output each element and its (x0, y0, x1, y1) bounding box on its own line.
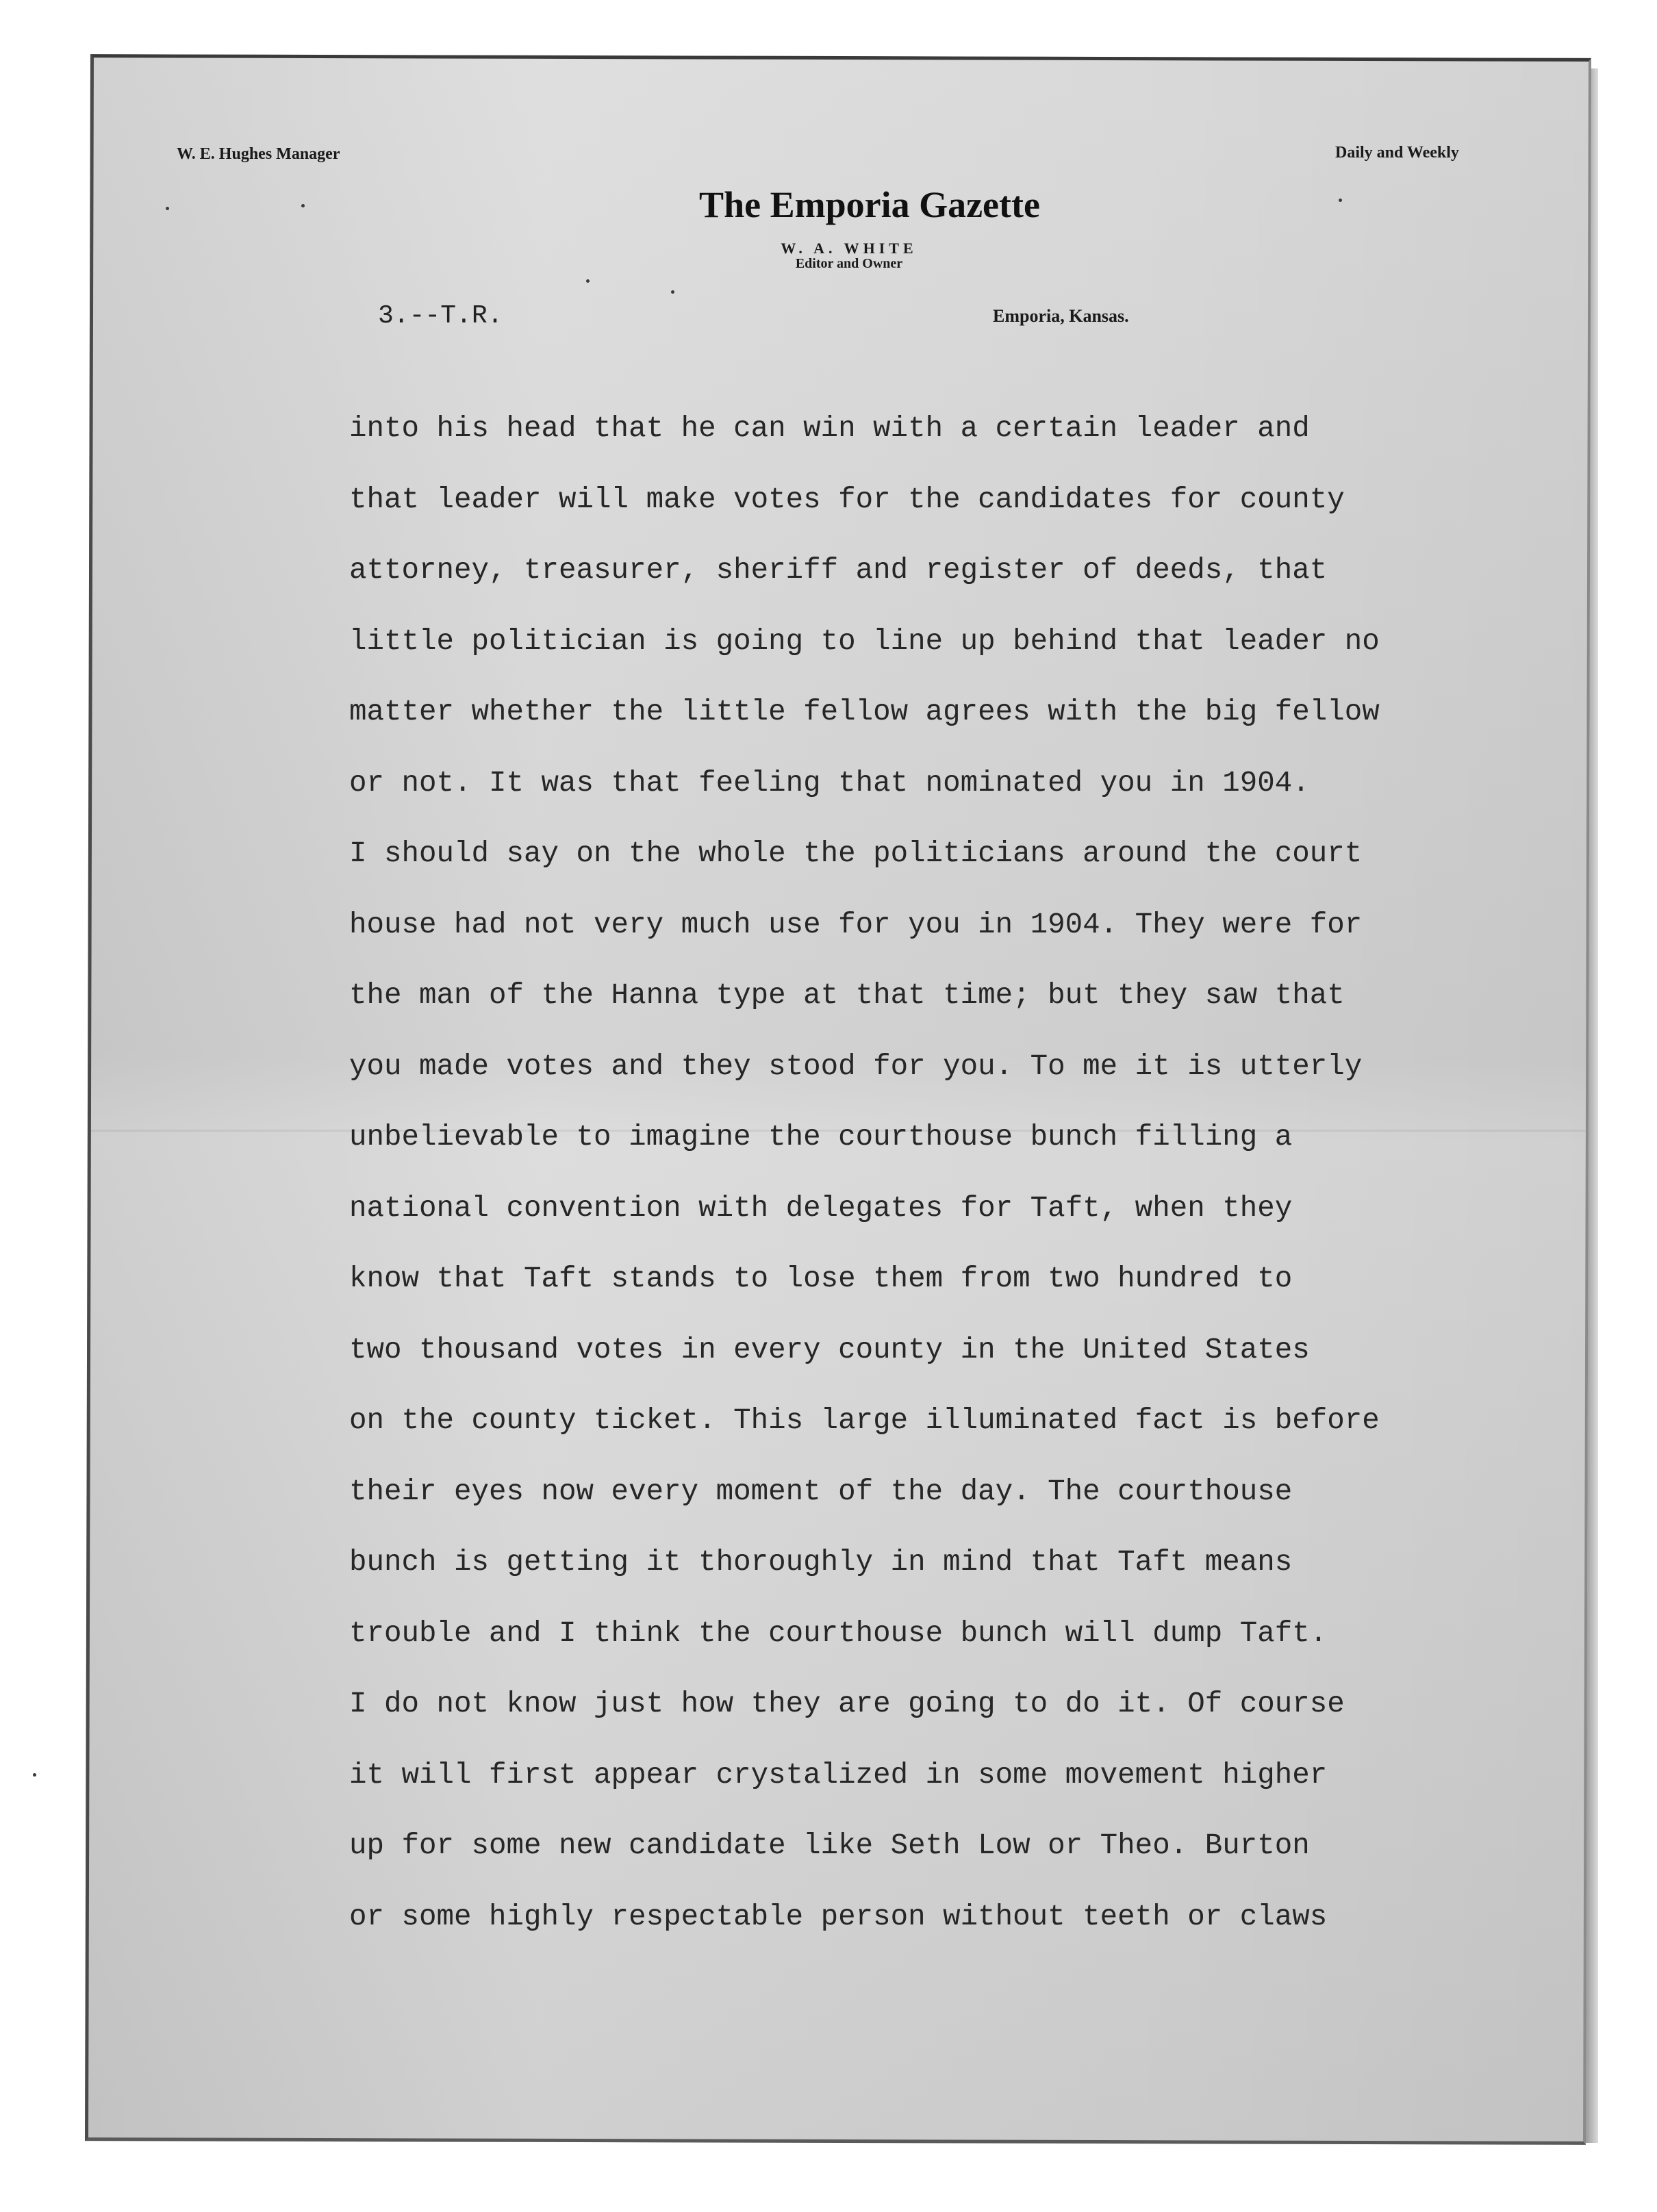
body-line: I should say on the whole the politicians around the court (349, 837, 1363, 870)
body-line: their eyes now every moment of the day. The courthouse (349, 1475, 1293, 1508)
paper-speck (33, 1773, 36, 1777)
paper-speck (586, 279, 590, 283)
body-line: two thousand votes in every county in the United States (349, 1333, 1310, 1366)
body-line: on the county ticket. This large illuminated fact is before (349, 1404, 1380, 1437)
body-line: attorney, treasurer, sheriff and register of deeds, that (349, 554, 1328, 587)
newspaper-masthead: The Emporia Gazette (699, 184, 1040, 225)
manager-line: W. E. Hughes Manager (177, 145, 340, 163)
body-line: up for some new candidate like Seth Low or Theo. Burton (349, 1829, 1310, 1862)
body-line: national convention with delegates for Taft, when they (349, 1191, 1293, 1225)
body-line: into his head that he can win with a certain leader and (349, 412, 1310, 445)
body-line: I do not know just how they are going to do it. Of course (349, 1688, 1345, 1720)
paper-speck (301, 204, 305, 207)
body-line: the man of the Hanna type at that time; but they saw that (349, 979, 1345, 1012)
body-line: know that Taft stands to lose them from two hundred to (349, 1262, 1293, 1295)
editions-line: Daily and Weekly (1335, 144, 1459, 162)
page-reference: 3.--T.R. (378, 301, 503, 331)
body-line: or some highly respectable person without teeth or claws (349, 1900, 1328, 1933)
body-line: matter whether the little fellow agrees with the big fellow (349, 696, 1380, 728)
body-line: it will first appear crystalized in some movement higher (349, 1758, 1328, 1792)
body-line: or not. It was that feeling that nominated you in 1904. (349, 766, 1310, 800)
body-line: you made votes and they stood for you. To me it is utterly (349, 1050, 1363, 1083)
paper-speck (1339, 199, 1342, 202)
letter-body (349, 397, 1472, 1956)
paper-speck (166, 207, 169, 210)
body-line: that leader will make votes for the candidates for county (349, 483, 1345, 516)
body-line: unbelievable to imagine the courthouse bunch filling a (349, 1121, 1293, 1154)
paper-speck (671, 290, 674, 294)
body-line: bunch is getting it thoroughly in mind that Taft means (349, 1546, 1293, 1579)
dateline-location: Emporia, Kansas. (993, 306, 1129, 326)
editor-name: W. A. WHITE (781, 240, 918, 257)
editor-title: Editor and Owner (795, 256, 903, 271)
body-line: little politician is going to line up behind that leader no (349, 624, 1380, 658)
body-line: trouble and I think the courthouse bunch will dump Taft. (349, 1616, 1328, 1650)
body-line: house had not very much use for you in 1904. They were for (349, 908, 1363, 941)
